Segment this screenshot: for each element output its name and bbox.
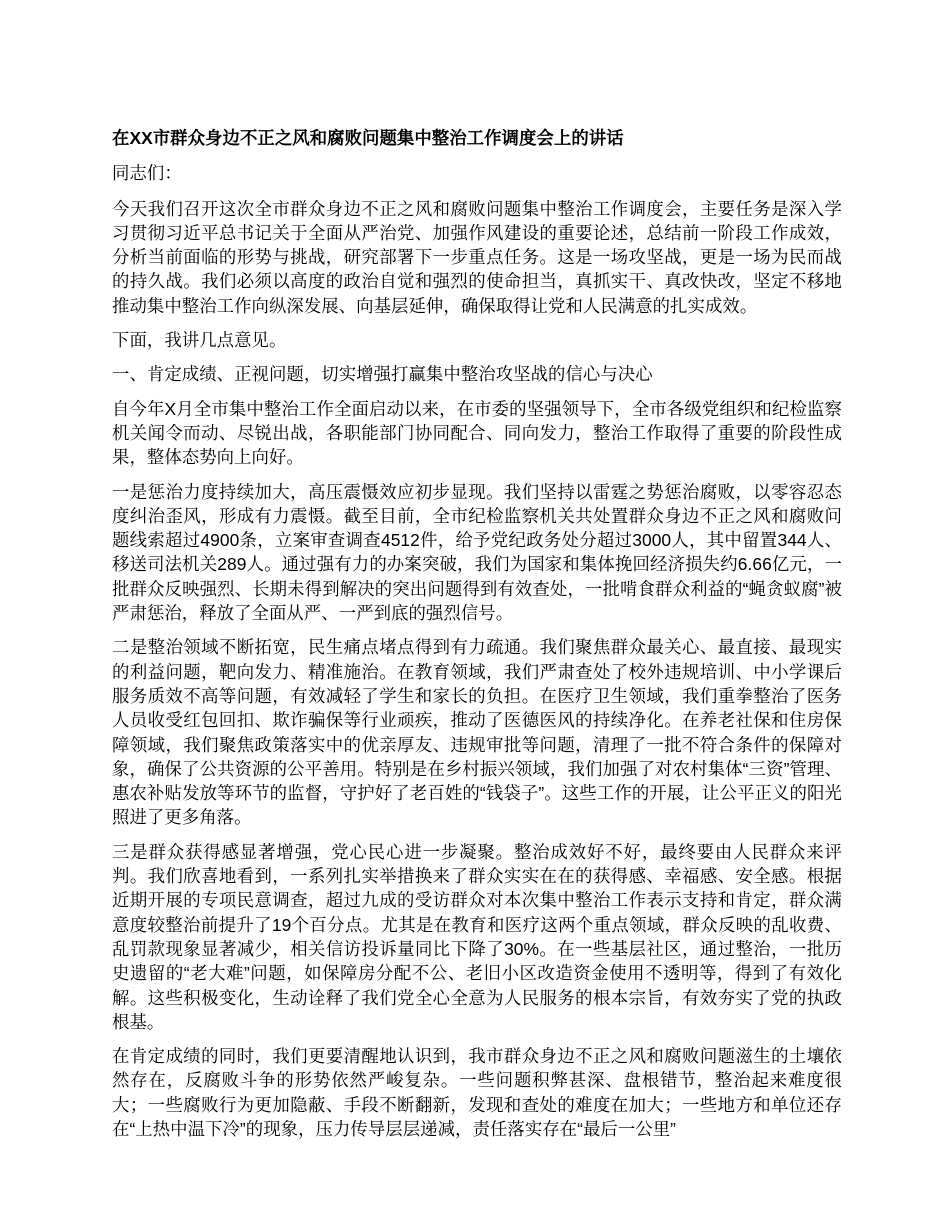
salutation: 同志们：	[112, 163, 182, 184]
paragraph-problems: 在肯定成绩的同时，我们更要清醒地认识到，我市群众身边不正之风和腐败问题滋生的土壤依然存在，反腐败斗争的形势依然严峻复杂。一些问题积弊甚深、盘根错节，整治起来难度很大；一些腐败行为更加隐蔽、手段不断翻新，发现和查处的难度在加大；一些地方和单位还存在“上热中温下冷”的现象，压力传导层层递减，责任落实存在“最后一公里”	[112, 1046, 842, 1139]
paragraph-intro: 今天我们召开这次全市群众身边不正之风和腐败问题集中整治工作调度会，主要任务是深入学习贯彻习近平总书记关于全面从严治党、加强作风建设的重要论述，总结前一阶段工作成效，分析当前面临的形势与挑战，研究部署下一步重点任务。这是一场攻坚战，更是一场为民而战的持久战。我们必须以高度的政治自觉和强烈的使命担当，真抓实干、真改快改，坚定不移地推动集中整治工作向纵深发展、向基层延伸，确保取得让党和人民满意的扎实成效。	[112, 198, 842, 316]
paragraph-section-one-opening: 自今年X月全市集中整治工作全面启动以来，在市委的坚强领导下，全市各级党组织和纪检监察机关闻令而动、尽锐出战，各职能部门协同配合、同向发力，整治工作取得了重要的阶段性成果，整体态势向上向好。	[112, 398, 842, 468]
section-heading-one: 一、肯定成绩、正视问题，切实增强打赢集中整治攻坚战的信心与决心	[112, 364, 653, 385]
paragraph-point-two: 二是整治领域不断拓宽，民生痛点堵点得到有力疏通。我们聚焦群众最关心、最直接、最现实的利益问题，靶向发力、精准施治。在教育领域，我们严肃查处了校外违规培训、中小学课后服务质效不高等问题，有效减轻了学生和家长的负担。在医疗卫生领域，我们重拳整治了医务人员收受红包回扣、欺诈骗保等行业顽疾，推动了医德医风的持续净化。在养老社保和住房保障领域，我们聚焦政策落实中的优亲厚友、违规审批等问题，清理了一批不符合条件的保障对象，确保了公共资源的公平善用。特别是在乡村振兴领域，我们加强了对农村集体“三资”管理、惠农补贴发放等环节的监督，守护好了老百姓的“钱袋子”。这些工作的开展，让公平正义的阳光照进了更多角落。	[112, 637, 842, 828]
paragraph-point-three: 三是群众获得感显著增强，党心民心进一步凝聚。整治成效好不好，最终要由人民群众来评判。我们欣喜地看到，一系列扎实举措换来了群众实实在在的获得感、幸福感、安全感。根据近期开展的专项民意调查，超过九成的受访群众对本次集中整治工作表示支持和肯定，群众满意度较整治前提升了19个百分点。尤其是在教育和医疗这两个重点领域，群众反映的乱收费、乱罚款现象显著减少，相关信访投诉量同比下降了30%。在一些基层社区，通过整治，一批历史遗留的“老大难”问题，如保障房分配不公、老旧小区改造资金使用不透明等，得到了有效化解。这些积极变化，生动诠释了我们党全心全意为人民服务的根本宗旨，有效夯实了党的执政根基。	[112, 841, 842, 1032]
document-body	[112, 126, 842, 1151]
document-title: 在XX市群众身边不正之风和腐败问题集中整治工作调度会上的讲话	[112, 128, 624, 148]
paragraph-lead-in: 下面，我讲几点意见。	[112, 330, 287, 351]
paragraph-point-one: 一是惩治力度持续加大，高压震慑效应初步显现。我们坚持以雷霆之势惩治腐败，以零容忍态度纠治歪风，形成有力震慑。截至目前，全市纪检监察机关共处置群众身边不正之风和腐败问题线索超过4900条，立案审查调查4512件，给予党纪政务处分超过3000人，其中留置344人、移送司法机关289人。通过强有力的办案突破，我们为国家和集体挽回经济损失约6.66亿元，一批群众反映强烈、长期未得到解决的突出问题得到有效查处，一批啃食群众利益的“蝇贪蚁腐”被严肃惩治，释放了全面从严、一严到底的强烈信号。	[112, 481, 842, 624]
